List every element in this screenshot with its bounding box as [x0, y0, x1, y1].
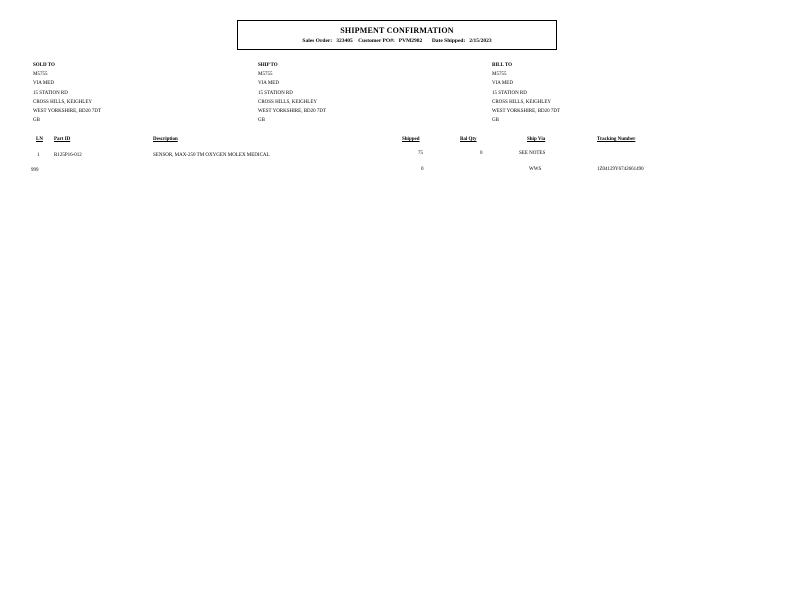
ship-to-line: 15 STATION RD: [258, 90, 293, 96]
bill-to-line: 15 STATION RD: [492, 90, 527, 96]
column-header-ship-via: Ship Via: [527, 137, 546, 142]
row-description: SENSOR, MAX-250 TM OXYGEN MOLEX MEDICAL: [153, 153, 270, 158]
title-box: [237, 20, 557, 50]
column-header-description: Description: [153, 137, 178, 142]
column-header-tracking-number: Tracking Number: [597, 137, 636, 142]
bill-to-block: [492, 61, 560, 125]
ship-to-block: [258, 61, 326, 125]
sold-to-block: [33, 61, 101, 125]
customer-po-label: Customer PO#:: [358, 38, 395, 44]
sold-to-line: 15 STATION RD: [33, 90, 68, 96]
sold-to-line: VIA MED: [33, 81, 54, 87]
date-shipped-label: Date Shipped:: [431, 38, 466, 44]
row-ln: 1: [37, 153, 40, 158]
column-header-ln: LN: [36, 137, 43, 142]
document-title: SHIPMENT CONFIRMATION: [340, 26, 454, 35]
column-header-part-id: Part ID: [54, 137, 71, 142]
ship-to-line: WEST YORKSHIRE, BD20 7DT: [258, 109, 327, 115]
column-header-shipped: Shipped: [402, 137, 420, 142]
column-header-bal-qty: Bal Qty: [460, 137, 477, 142]
bill-to-line: VIA MED: [492, 81, 513, 87]
ship-to-label: SHIP TO: [258, 63, 278, 68]
row-part-id: R125P16-012: [54, 153, 82, 158]
footer-ship-via: WWS: [529, 167, 542, 172]
sold-to-label: SOLD TO: [33, 63, 55, 68]
row-bal-qty: 0: [480, 151, 483, 156]
bill-to-line: CROSS HILLS, KEIGHLEY: [492, 99, 552, 105]
ship-to-line: GB: [258, 118, 265, 124]
date-shipped-value: 2/15/2023: [469, 38, 492, 44]
sold-to-line: WEST YORKSHIRE, BD20 7DT: [33, 109, 102, 115]
bill-to-line: GB: [492, 118, 499, 124]
row-ship-via: SEE NOTES: [519, 151, 546, 156]
ship-to-line: CROSS HILLS, KEIGHLEY: [258, 99, 318, 105]
bill-to-line: WEST YORKSHIRE, BD20 7DT: [492, 109, 561, 115]
sold-to-line: GB: [33, 118, 40, 124]
sales-order-value: 323405: [336, 38, 353, 44]
footer-ln: 999: [31, 168, 39, 173]
row-shipped: 75: [418, 151, 423, 156]
bill-to-label: BILL TO: [492, 63, 512, 68]
bill-to-line: M5755: [492, 72, 507, 78]
footer-tracking-number: 1Z04129Y6742661490: [597, 167, 644, 172]
sold-to-line: M5755: [33, 72, 48, 78]
ship-to-line: VIA MED: [258, 81, 279, 87]
ship-to-line: M5755: [258, 72, 273, 78]
customer-po-value: PVM2982: [398, 38, 423, 44]
sales-order-label: Sales Order:: [302, 38, 333, 44]
order-summary: [238, 38, 556, 44]
sold-to-line: CROSS HILLS, KEIGHLEY: [33, 99, 93, 105]
footer-shipped: 0: [421, 167, 424, 172]
